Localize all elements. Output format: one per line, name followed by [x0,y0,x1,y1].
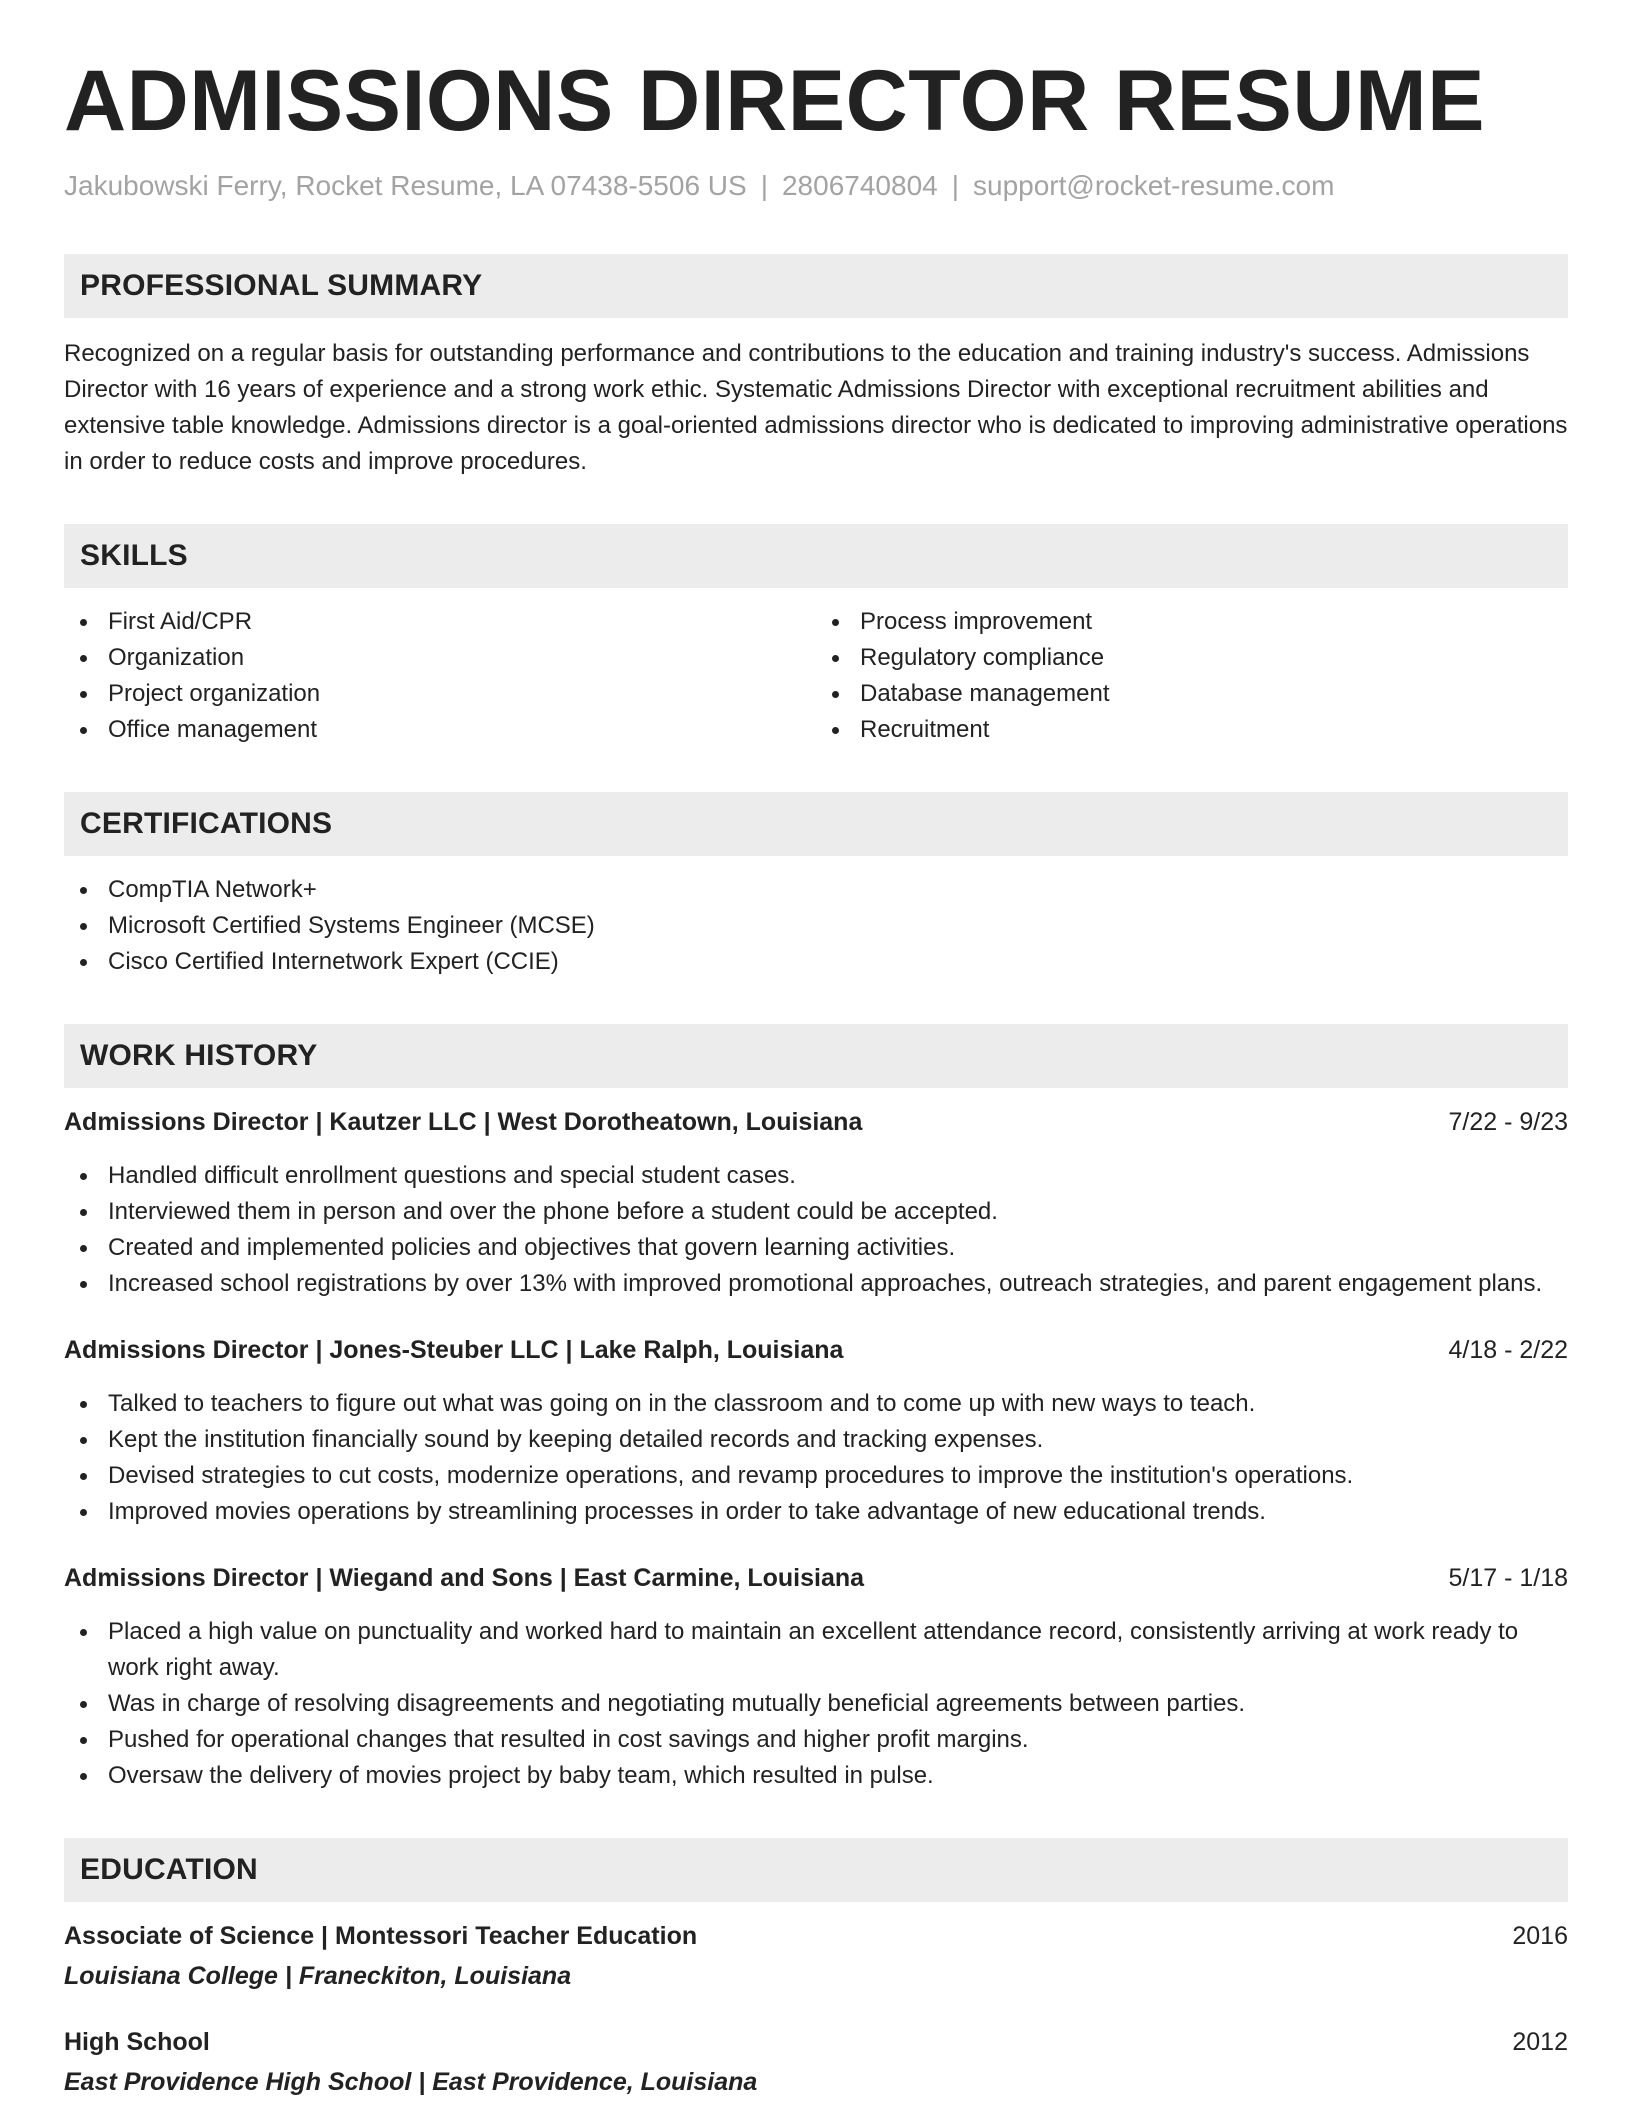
summary-text: Recognized on a regular basis for outstanding performance and contributions to the education and training industry's success. Admissions Director with 16 years of experience and a strong work ethic. Systematic Admissions Director with exceptional recruitment abilities and extensive table knowledge. Admissions director is a goal-oriented admissions director who is dedicated to improving administrative operations in order to reduce costs and improve procedures. [64,340,1568,476]
list-item: Was in charge of resolving disagreements and negotiating mutually beneficial agreements between parties. [64,1686,1568,1722]
skills-column-left [64,604,816,748]
list-item: Recruitment [816,712,1568,748]
job-title: Admissions Director | Wiegand and Sons | East Carmine, Louisiana [64,1564,865,1593]
section-header-summary: PROFESSIONAL SUMMARY [64,254,1568,318]
list-item: Interviewed them in person and over the phone before a student could be accepted. [64,1194,1568,1230]
education-degree: Associate of Science | Montessori Teacher Education [64,1922,698,1951]
education-degree: High School [64,2028,210,2057]
job-title: Admissions Director | Kautzer LLC | West Dorotheatown, Louisiana [64,1108,863,1137]
job-bullets [64,1614,1568,1794]
job-title: Admissions Director | Jones-Steuber LLC | Lake Ralph, Louisiana [64,1336,844,1365]
list-item: Improved movies operations by streamlining processes in order to take advantage of new educational trends. [64,1494,1568,1530]
job-entry [64,1104,1568,1302]
list-item: Pushed for operational changes that resulted in cost savings and higher profit margins. [64,1722,1568,1758]
job-dates: 5/17 - 1/18 [1448,1564,1568,1593]
contact-email: support@rocket-resume.com [973,169,1335,201]
list-item: Regulatory compliance [816,640,1568,676]
list-item: Cisco Certified Internetwork Expert (CCIE) [64,944,1568,980]
education-header [64,1918,1568,1954]
list-item: Organization [64,640,816,676]
job-dates: 4/18 - 2/22 [1448,1336,1568,1365]
job-bullets [64,1158,1568,1302]
job-bullets [64,1386,1568,1530]
job-dates: 7/22 - 9/23 [1448,1108,1568,1137]
list-item: Handled difficult enrollment questions and special student cases. [64,1158,1568,1194]
list-item: Microsoft Certified Systems Engineer (MCSE) [64,908,1568,944]
education-entry [64,2024,1568,2100]
resume-title: ADMISSIONS DIRECTOR RESUME [64,53,1485,149]
job-header [64,1560,1568,1596]
education-school: Louisiana College | Franeckiton, Louisiana [64,1962,572,1991]
job-entry [64,1560,1568,1794]
certifications-list [64,872,1568,980]
section-header-education: EDUCATION [64,1838,1568,1902]
list-item: Oversaw the delivery of movies project by baby team, which resulted in pulse. [64,1758,1568,1794]
education-school: East Providence High School | East Providence, Louisiana [64,2068,758,2097]
education-year: 2012 [1512,2028,1568,2057]
contact-separator: | [760,169,768,201]
list-item: First Aid/CPR [64,604,816,640]
contact-separator: | [951,169,959,201]
list-item: Kept the institution financially sound by keeping detailed records and tracking expenses. [64,1422,1568,1458]
education-year: 2016 [1512,1922,1568,1951]
contact-address: Jakubowski Ferry, Rocket Resume, LA 07438-5506 US [64,169,747,201]
skills-list [64,604,1568,748]
list-item: Created and implemented policies and objectives that govern learning activities. [64,1230,1568,1266]
contact-phone: 2806740804 [781,169,938,201]
job-header [64,1332,1568,1368]
list-item: Placed a high value on punctuality and worked hard to maintain an excellent attendance record, consistently arriving at work ready to work right away. [64,1614,1568,1686]
list-item: Office management [64,712,816,748]
list-item: Database management [816,676,1568,712]
section-header-skills: SKILLS [64,524,1568,588]
skills-column-right [816,604,1568,748]
list-item: Project organization [64,676,816,712]
education-header [64,2024,1568,2060]
education-entry [64,1918,1568,1994]
list-item: Talked to teachers to figure out what was going on in the classroom and to come up with new ways to teach. [64,1386,1568,1422]
list-item: Process improvement [816,604,1568,640]
job-entry [64,1332,1568,1530]
section-header-work-history: WORK HISTORY [64,1024,1568,1088]
section-header-certifications: CERTIFICATIONS [64,792,1568,856]
list-item: CompTIA Network+ [64,872,1568,908]
contact-line [64,169,1568,203]
job-header [64,1104,1568,1140]
list-item: Increased school registrations by over 13% with improved promotional approaches, outreach strategies, and parent engagement plans. [64,1266,1568,1302]
list-item: Devised strategies to cut costs, modernize operations, and revamp procedures to improve the institution's operations. [64,1458,1568,1494]
